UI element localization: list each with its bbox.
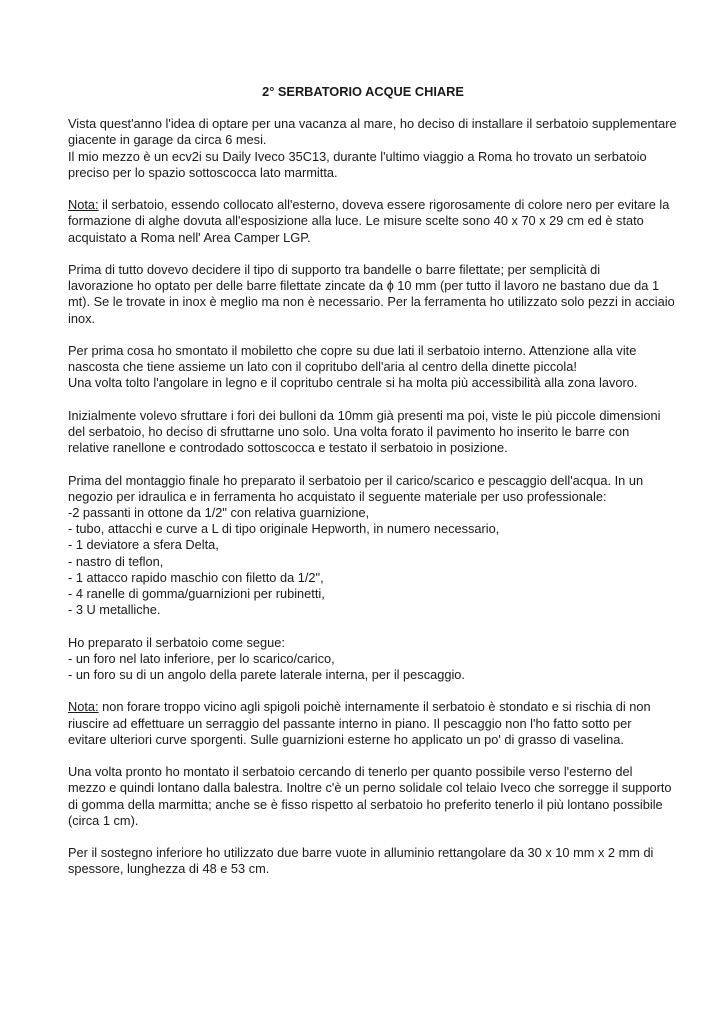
- text-line: relative ranellone e controdado sottoscocca e testato il serbatoio in posizione.: [68, 440, 508, 456]
- text-line: Vista quest'anno l'idea di optare per una vacanza al mare, ho deciso di installare il serbatoio supplementare: [68, 116, 677, 132]
- paragraph-preparation: [68, 635, 658, 684]
- text-line: preciso per lo spazio sottoscocca lato marmitta.: [68, 164, 338, 180]
- document-page: [68, 84, 677, 894]
- text-line: Inizialmente volevo sfruttare i fori dei bulloni da 10mm già presenti ma poi, viste le più piccole dimensioni: [68, 407, 661, 423]
- text-line: riuscire ad effettuare un serraggio del passante interno in piano. Il pescaggio non l'ho fatto sotto per: [68, 715, 632, 731]
- list-item: - un foro nel lato inferiore, per lo scarico/carico,: [68, 650, 335, 666]
- text-line: Il mio mezzo è un ecv2i su Daily Iveco 35C13, durante l'ultimo viaggio a Roma ho trovato un serbatoio: [68, 148, 647, 164]
- paragraph-drilling: [68, 407, 661, 457]
- paragraph-bottom-support: [68, 845, 658, 877]
- note-label: Nota:: [68, 197, 99, 213]
- text-line: Prima del montaggio finale ho preparato il serbatoio per il carico/scarico e pescaggio dell'acqua. In un: [68, 472, 644, 488]
- list-item: - un foro su di un angolo della parete laterale interna, per il pescaggio.: [68, 667, 465, 683]
- text-line: [68, 197, 670, 213]
- text-line: del serbatoio, ho deciso di sfruttarne uno solo. Una volta forato il pavimento ho inserito le barre con: [68, 424, 630, 439]
- paragraph-support: [68, 262, 675, 327]
- note-label: Nota:: [68, 699, 99, 715]
- note-text: non forare troppo vicino agli spigoli poichè internamente il serbatoio è stondato e si rischia di non: [98, 699, 651, 715]
- list-item: - 4 ranelle di gomma/guarnizioni per rubinetti,: [68, 586, 325, 602]
- list-item: - 1 attacco rapido maschio con filetto da 1/2",: [68, 569, 324, 585]
- paragraph-materials: [68, 473, 658, 619]
- text-line: negozio per idraulica e in ferramenta ho acquistato il seguente materiale per uso professionale:: [68, 488, 607, 504]
- text-line: formazione di alghe dovuta all'esposizione alla luce. Le misure scelte sono 40 x 70 x 29 cm ed è stato: [68, 213, 644, 229]
- text-line: inox.: [68, 310, 96, 326]
- text-line: Ho preparato il serbatoio come segue:: [68, 634, 285, 650]
- document-title: 2° SERBATORIO ACQUE CHIARE: [262, 84, 464, 99]
- list-item: - 1 deviatore a sfera Delta,: [68, 537, 219, 553]
- list-item: - 3 U metalliche.: [68, 602, 161, 618]
- list-item: -2 passanti in ottone da 1/2" con relativa guarnizione,: [68, 505, 370, 520]
- text-line: Per il sostegno inferiore ho utilizzato due barre vuote in alluminio rettangolare da 30 x 10 mm x 2 mm di: [68, 845, 654, 861]
- text-line: Per prima cosa ho smontato il mobiletto che copre su due lati il serbatoio interno. Attenzione alla vite: [68, 343, 637, 358]
- text-line: (circa 1 cm).: [68, 812, 139, 828]
- text-line: di gomma della marmitta; anche se è fisso rispetto al serbatoio ho preferito tenerlo il più lontano possibile: [68, 796, 663, 812]
- note-text: il serbatoio, essendo collocato all'esterno, doveva essere rigorosamente di colore nero per evitare la: [98, 197, 670, 213]
- paragraph-note-drilling: [68, 699, 658, 748]
- paragraph-intro: [68, 116, 677, 181]
- text-line: evitare ulteriori curve sporgenti. Sulle guarnizioni esterne ho applicato un po' di grasso di vaselina.: [68, 731, 624, 747]
- list-item: - nastro di teflon,: [68, 553, 164, 569]
- text-line: mezzo e quindi lontano dalla balestra. Inoltre c'è un perno solidale col telaio Iveco che sorregge il supporto: [68, 780, 672, 796]
- text-line: mt). Se le trovate in inox è meglio ma non è necessario. Per la ferramenta ho utilizzato solo pezzi in acciaio: [68, 294, 675, 310]
- paragraph-note-color: [68, 197, 670, 246]
- paragraph-mounting: [68, 764, 672, 829]
- text-line: acquistato a Roma nell' Area Camper LGP.: [68, 229, 311, 245]
- text-line: Una volta tolto l'angolare in legno e il copritubo centrale si ha molta più accessibilità alla zona lavoro.: [68, 375, 638, 391]
- text-line: giacente in garage da circa 6 mesi.: [68, 132, 267, 148]
- text-line: nascosta che tiene assieme un lato con il copritubo dell'aria al centro della dinette piccola!: [68, 359, 577, 375]
- text-line: Una volta pronto ho montato il serbatoio cercando di tenerlo per quanto possibile verso l'esterno del: [68, 764, 633, 780]
- text-line: spessore, lunghezza di 48 e 53 cm.: [68, 861, 270, 877]
- text-line: lavorazione ho optato per delle barre filettate zincate da ɸ 10 mm (per tutto il lavoro ne bastano due da 1: [68, 278, 660, 294]
- text-line: [68, 699, 658, 715]
- paragraph-dismantle: [68, 343, 658, 392]
- text-line: Prima di tutto dovevo decidere il tipo di supporto tra bandelle o barre filettate; per semplicità di: [68, 262, 601, 277]
- list-item: - tubo, attacchi e curve a L di tipo originale Hepworth, in numero necessario,: [68, 521, 500, 537]
